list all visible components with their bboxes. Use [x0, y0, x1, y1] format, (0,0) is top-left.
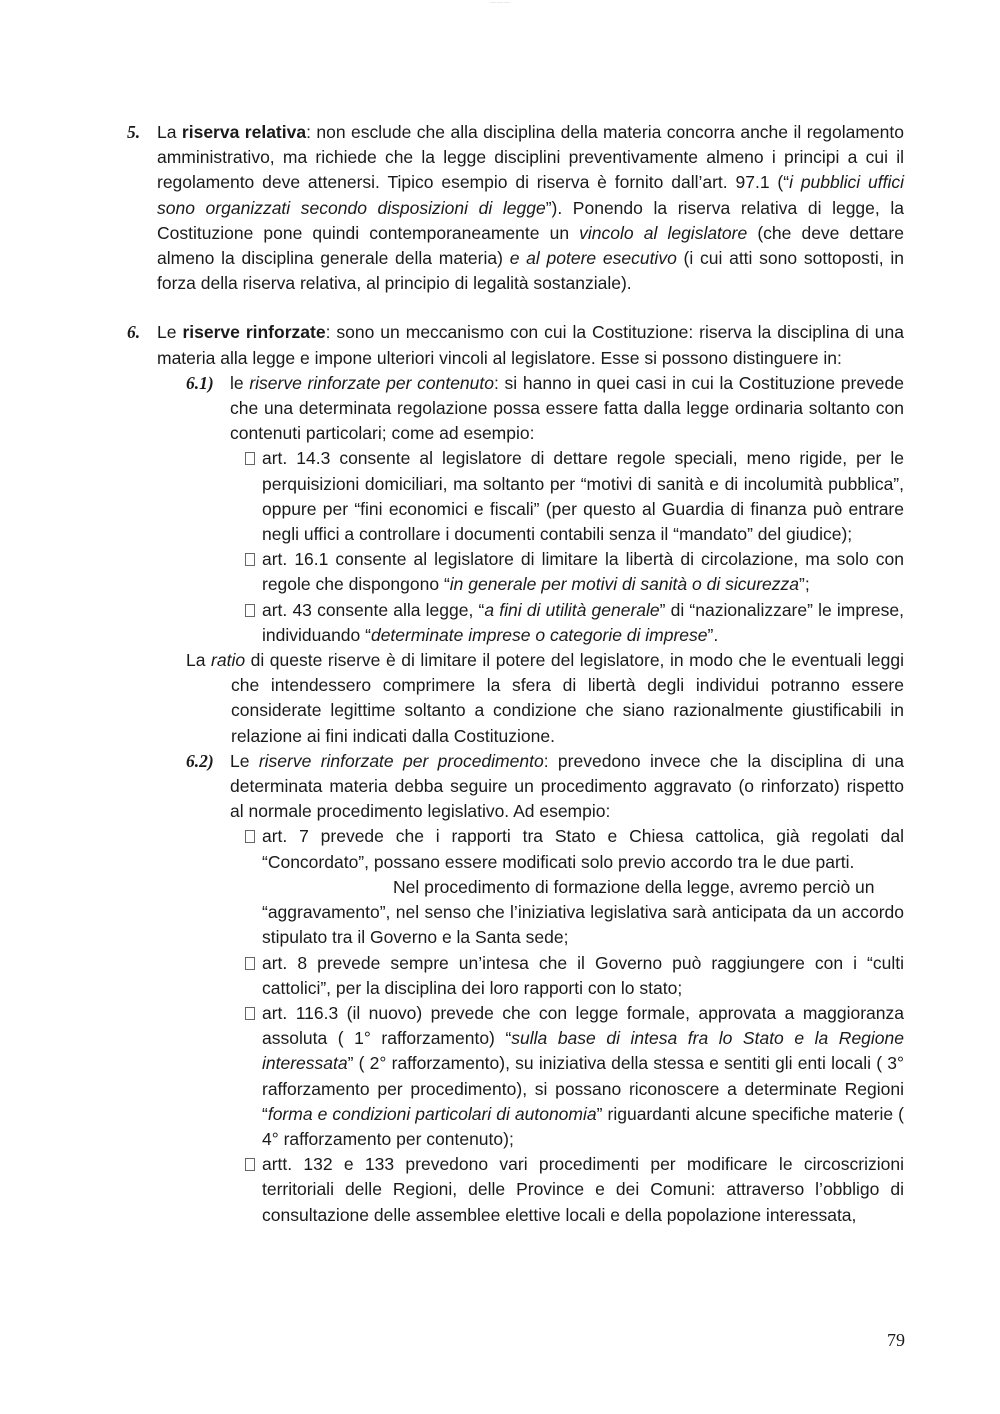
bullet-icon [245, 604, 255, 617]
text-run: ”). Ponendo la riserva relativa di legge, la Costituzione pone quindi contemporaneamente un [157, 197, 904, 243]
term-italic: ratio [211, 650, 246, 671]
quote-italic: forma e condizioni particolari di autonomia [267, 1103, 597, 1124]
quote-italic: i pubblici uffici sono organizzati secondo disposizioni di legge [157, 172, 904, 218]
text-run: art. 14.3 consente al legislatore di dettare regole speciali, meno rigide, per le perquisizioni domiciliari, ma soltanto per “motivi di sanità e di incolumità pubblica”, oppure per “fini economici e fiscali” (per questo al Guardia di finanza può entrare negli uffici a controllare i documenti contabili senza il “mandato” del giudice); [262, 448, 904, 545]
list-item [127, 598, 904, 648]
list-item-continuation [127, 900, 904, 950]
term-italic: riserve rinforzate per contenuto [249, 372, 494, 393]
text-run: : non esclude che alla disciplina della materia concorra anche il regolamento amministrativo, ma richiede che la legge disciplini preventivamente almeno i principi a cui il regolamento deve attenersi. Tipico esempio di riserva è fornito dall’art. 97.1 (“ [157, 122, 904, 193]
running-head: —— —— —— [490, 0, 510, 4]
subsection-number: 6.2) [186, 750, 214, 771]
text-run: (i cui atti sono sottoposti, in forza della riserva relativa, al principio di legalità sostanziale). [157, 248, 904, 294]
list-item [127, 1001, 904, 1152]
text-run: art. 16.1 consente al legislatore di limitare la libertà di circolazione, ma solo con regole che dispongono “ [262, 549, 904, 595]
ratio-paragraph [127, 648, 904, 749]
list-item [127, 547, 904, 597]
text-run: artt. 132 e 133 prevedono vari procedimenti per modificare le circoscrizioni territoriali delle Regioni, delle Province e dei Comuni: attraverso l’obbligo di consultazione delle assemblee elettive locali e della popolazione interessata, [262, 1154, 904, 1225]
text-run: : si hanno in quei casi in cui la Costituzione prevede che una determinata regolazione possa essere fatta dalla legge ordinaria soltanto con contenuti particolari; come ad esempio: [230, 372, 905, 444]
list-item [127, 824, 904, 874]
text-run: (che deve dettare almeno la disciplina generale della materia) [157, 222, 904, 269]
text-run: Le [157, 322, 183, 343]
bullet-icon [245, 830, 255, 843]
quote-italic: determinate imprese o categorie di imprese [370, 624, 708, 645]
text-run: ” riguardanti alcune specifiche materie ( 4° rafforzamento per contenuto); [262, 1103, 904, 1149]
section-number: 5. [127, 122, 141, 142]
subsection-number: 6.1) [186, 372, 214, 393]
indented-line: Nel procedimento di formazione della legge, avremo perciò un [393, 876, 875, 897]
text-run: : prevedono invece che la disciplina di una determinata materia debba seguire un procedimento aggravato (o rinforzato) rispetto al normale procedimento legislativo. Ad esempio: [230, 750, 905, 822]
term-bold: riserva relativa [181, 122, 307, 142]
text-run: ”. [707, 624, 719, 645]
text-run: art. 8 prevede sempre un’intesa che il Governo può raggiungere con i “culti cattolici”, per la disciplina dei loro rapporti con lo stato; [262, 952, 904, 998]
text-run: ”; [799, 574, 810, 595]
section-6 [127, 320, 904, 370]
subsection-6-2 [127, 749, 904, 825]
section-number: 6. [127, 322, 141, 343]
section-5-text [157, 120, 904, 296]
text-run: ” di “nazionalizzare” le imprese, individuando “ [262, 599, 904, 645]
subsection-6-1 [127, 371, 904, 447]
text-run: : sono un meccanismo con cui la Costituzione: riserva la disciplina di una materia alla legge e impone ulteriori vincoli al legislatore. Esse si possono distinguere in: [157, 322, 904, 368]
bullet-icon [245, 1007, 255, 1020]
term-italic: vincolo al legislatore [579, 222, 748, 243]
quote-italic: sulla base di intesa fra lo Stato e la Regione interessata [262, 1028, 904, 1074]
bullet-icon [245, 1158, 255, 1171]
text-run: art. 43 consente alla legge, “ [262, 599, 485, 620]
text-run: art. 116.3 (il nuovo) prevede che con legge formale, approvata a maggioranza assoluta ( 1° rafforzamento) “ [262, 1002, 904, 1049]
list-item [127, 1152, 904, 1228]
text-run: le [230, 372, 250, 393]
term-italic: e al potere esecutivo [509, 248, 677, 269]
term-italic: riserve rinforzate per procedimento [258, 750, 544, 771]
text-run: La [157, 122, 182, 142]
text-run: “aggravamento”, nel senso che l’iniziativa legislativa sarà anticipata da un accordo stipulato tra il Governo e la Santa sede; [262, 902, 904, 948]
text-run: di queste riserve è di limitare il potere del legislatore, in modo che le eventuali leggi che intendessero comprimere la sfera di libertà degli individui potranno essere considerate legittime soltanto a condizione che siano razionalmente giustificabili in relazione ai fini indicati dalla Costituzione. [231, 650, 905, 746]
body-text [127, 120, 904, 1228]
text-run: Le [230, 750, 259, 771]
quote-italic: in generale per motivi di sanità o di sicurezza [449, 574, 799, 595]
term-bold: riserve rinforzate [182, 322, 326, 343]
bullet-icon [245, 957, 255, 970]
text-run: art. 7 prevede che i rapporti tra Stato e Chiesa cattolica, già regolati dal “Concordato”, possano essere modificati solo previo accordo tra le due parti. [262, 826, 904, 872]
list-item [127, 951, 904, 1001]
text-run: La [186, 650, 212, 671]
section-6-text [157, 320, 904, 370]
bullet-icon [245, 553, 255, 566]
text-run: ” ( 2° rafforzamento), su iniziativa della stessa e sentiti gli enti locali ( 3° rafforzamento per procedimento), si possano riconoscere a determinate Regioni “ [262, 1053, 904, 1124]
section-5 [127, 120, 904, 296]
page-number: 79 [887, 1330, 905, 1350]
list-item [127, 446, 904, 547]
quote-italic: a fini di utilità generale [484, 599, 660, 620]
bullet-icon [245, 452, 255, 465]
